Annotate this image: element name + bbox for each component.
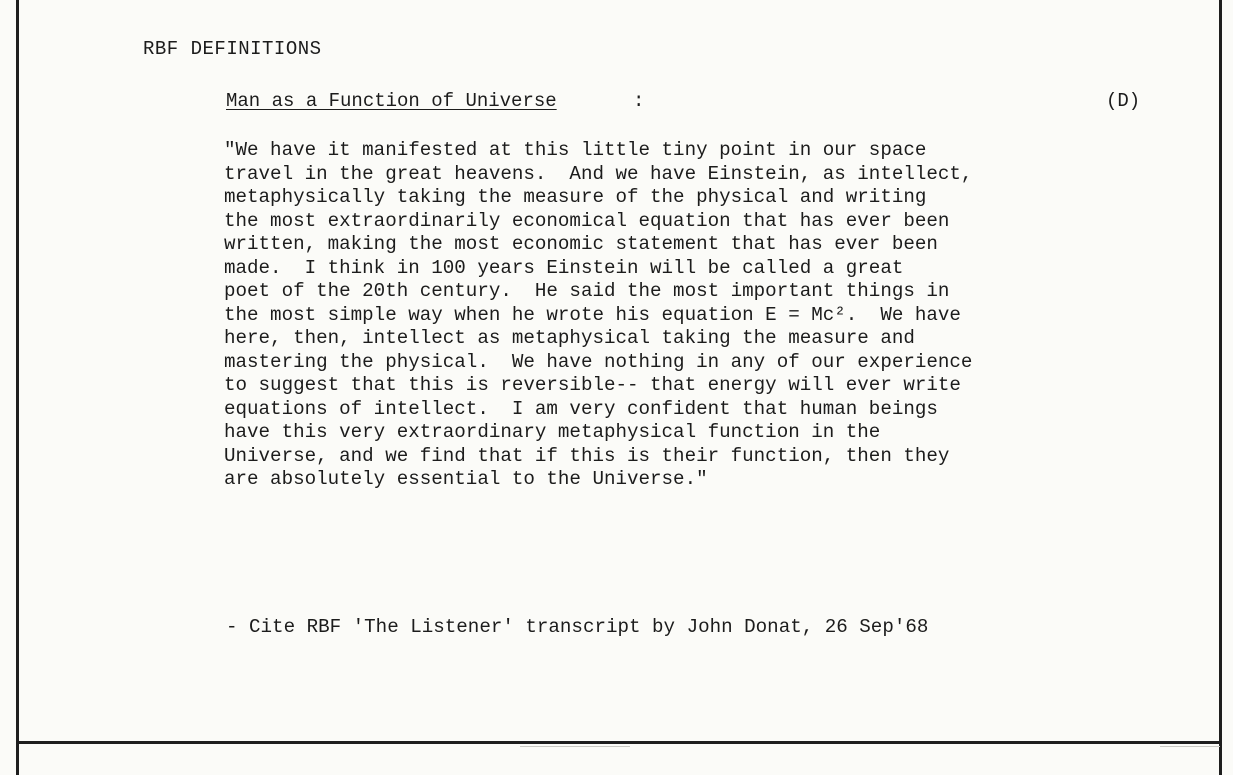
quote-line: the most simple way when he wrote his equation E = Mc². We have: [224, 303, 961, 326]
quote-line: equations of intellect. I am very confident that human beings: [224, 397, 938, 420]
scan-artifact: [520, 746, 630, 747]
citation: - Cite RBF 'The Listener' transcript by John Donat, 26 Sep'68: [226, 616, 929, 638]
quote-line: the most extraordinarily economical equation that has ever been: [224, 209, 950, 232]
document-header: RBF DEFINITIONS: [143, 38, 322, 60]
definition-title: Man as a Function of Universe: [226, 90, 557, 112]
quote-line: metaphysically taking the measure of the physical and writing: [224, 186, 927, 208]
definition-title-colon: :: [633, 90, 645, 112]
quote-line: made. I think in 100 years Einstein will be called a great: [224, 256, 904, 279]
quote-line: poet of the 20th century. He said the most important things in: [224, 280, 950, 302]
quote-line: "We have it manifested at this little tiny point in our space: [224, 139, 927, 161]
definition-quote: [224, 139, 1159, 492]
quote-line: are absolutely essential to the Universe.": [224, 468, 708, 490]
quote-line: mastering the physical. We have nothing in any of our experience: [224, 350, 973, 373]
quote-line: here, then, intellect as metaphysical taking the measure and: [224, 327, 915, 349]
next-card-edge: [16, 744, 1222, 775]
quote-line: written, making the most economic statement that has ever been: [224, 233, 938, 255]
quote-line: Universe, and we find that if this is their function, then they: [224, 444, 950, 467]
scan-artifact: [1160, 746, 1220, 747]
definition-code: (D): [1106, 90, 1141, 112]
quote-line: have this very extraordinary metaphysical function in the: [224, 421, 881, 443]
quote-line: to suggest that this is reversible-- that energy will ever write: [224, 374, 961, 396]
quote-line: travel in the great heavens. And we have Einstein, as intellect,: [224, 162, 973, 185]
